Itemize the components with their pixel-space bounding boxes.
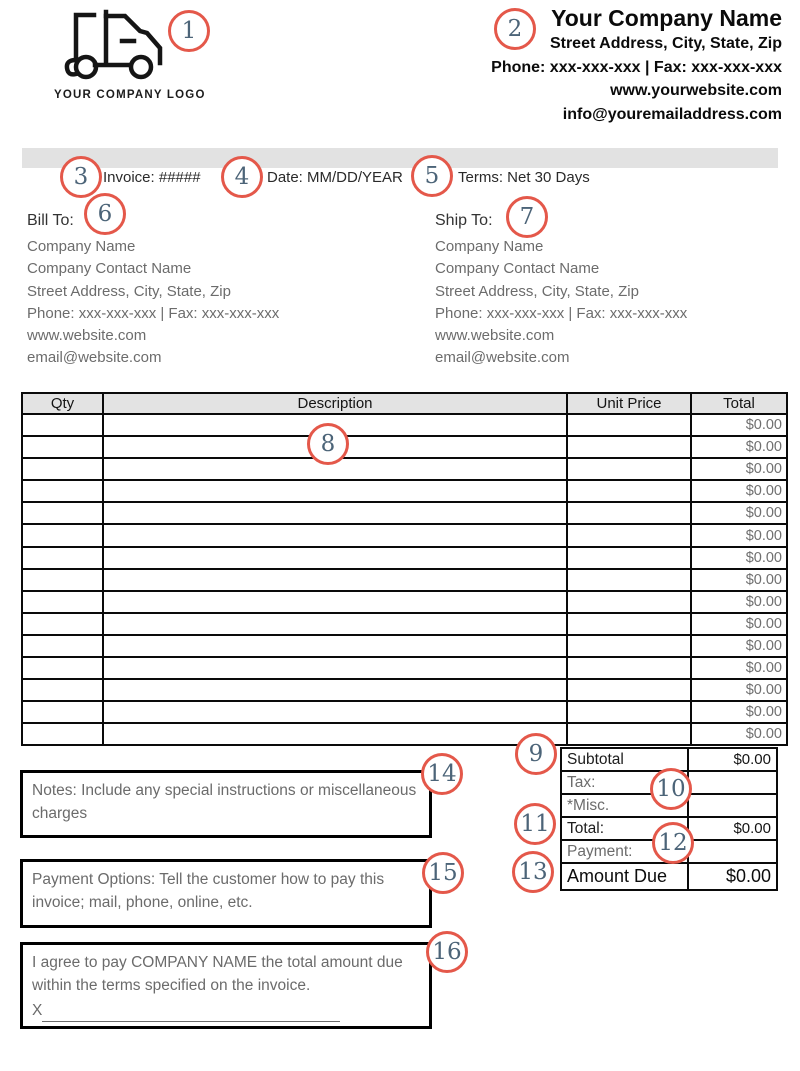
- item-cell: [567, 414, 691, 436]
- item-cell: [103, 591, 567, 613]
- item-cell: [22, 635, 103, 657]
- item-total-cell: $0.00: [691, 591, 787, 613]
- signature-line: [42, 1007, 340, 1022]
- callout-circle-3: 3: [60, 156, 102, 198]
- item-cell: [22, 613, 103, 635]
- item-total-cell: $0.00: [691, 458, 787, 480]
- agreement-box: [20, 942, 432, 1029]
- address-line: Street Address, City, State, Zip: [435, 282, 639, 300]
- ship-to-block: [435, 236, 687, 370]
- signature-row: [32, 999, 420, 1022]
- description-column-header: Description: [103, 393, 567, 414]
- agreement-text: I agree to pay COMPANY NAME the total amount due within the terms specified on the invoice.: [32, 954, 403, 994]
- item-row: [22, 701, 787, 723]
- item-total-cell: $0.00: [691, 480, 787, 502]
- item-row: [22, 569, 787, 591]
- address-line: Street Address, City, State, Zip: [27, 282, 231, 300]
- item-total-cell: $0.00: [691, 436, 787, 458]
- item-cell: [567, 569, 691, 591]
- address-line: Company Contact Name: [435, 260, 600, 278]
- item-total-cell: $0.00: [691, 679, 787, 701]
- item-total-cell: $0.00: [691, 547, 787, 569]
- item-total-cell: $0.00: [691, 502, 787, 524]
- item-cell: [22, 414, 103, 436]
- item-cell: [567, 701, 691, 723]
- company-logo: [64, 8, 176, 88]
- item-row: [22, 436, 787, 458]
- summary-value: [689, 841, 776, 862]
- callout-circle-5: 5: [411, 155, 453, 197]
- callout-circle-14: 14: [421, 753, 463, 795]
- item-cell: [103, 613, 567, 635]
- item-cell: [103, 723, 567, 745]
- item-cell: [103, 701, 567, 723]
- item-cell: [567, 591, 691, 613]
- invoice-date: Date: MM/DD/YEAR: [267, 169, 403, 186]
- summary-value: [689, 772, 776, 793]
- item-row: [22, 591, 787, 613]
- item-row: [22, 414, 787, 436]
- company-phone-fax: Phone: xxx-xxx-xxx | Fax: xxx-xxx-xxx: [491, 58, 782, 76]
- summary-label: *Misc.: [562, 795, 689, 816]
- item-cell: [567, 458, 691, 480]
- address-line: Company Contact Name: [27, 260, 192, 278]
- item-row: [22, 524, 787, 546]
- callout-circle-4: 4: [221, 156, 263, 198]
- item-cell: [103, 480, 567, 502]
- items-table-body: [22, 414, 787, 745]
- company-name: Your Company Name: [551, 5, 782, 31]
- item-cell: [567, 480, 691, 502]
- item-cell: [103, 657, 567, 679]
- invoice-terms: Terms: Net 30 Days: [458, 169, 590, 186]
- callout-circle-9: 9: [515, 733, 557, 775]
- item-row: [22, 480, 787, 502]
- item-row: [22, 679, 787, 701]
- item-cell: [103, 635, 567, 657]
- item-cell: [567, 613, 691, 635]
- truck-icon: [64, 8, 176, 88]
- callout-circle-6: 6: [84, 193, 126, 235]
- item-row: [22, 458, 787, 480]
- logo-caption: YOUR COMPANY LOGO: [54, 89, 206, 101]
- item-cell: [22, 569, 103, 591]
- address-line: Phone: xxx-xxx-xxx | Fax: xxx-xxx-xxx: [435, 304, 688, 322]
- item-cell: [103, 524, 567, 546]
- item-cell: [567, 723, 691, 745]
- company-address: Street Address, City, State, Zip: [549, 35, 782, 52]
- item-row: [22, 657, 787, 679]
- item-cell: [567, 524, 691, 546]
- callout-circle-10: 10: [650, 768, 692, 810]
- notes-box: [20, 770, 432, 838]
- divider-bar: [22, 148, 778, 168]
- summary-value: $0.00: [733, 751, 771, 768]
- bill-to-label: Bill To:: [27, 212, 74, 229]
- signature-prefix: X: [32, 1002, 43, 1019]
- bill-to-block: [27, 236, 279, 370]
- item-cell: [22, 701, 103, 723]
- callout-circle-15: 15: [422, 852, 464, 894]
- item-total-cell: $0.00: [691, 635, 787, 657]
- item-cell: [22, 458, 103, 480]
- item-total-cell: $0.00: [691, 613, 787, 635]
- item-cell: [567, 547, 691, 569]
- item-total-cell: $0.00: [691, 569, 787, 591]
- item-total-cell: $0.00: [691, 723, 787, 745]
- items-header-row: [22, 393, 787, 414]
- address-line: Company Name: [27, 238, 136, 255]
- item-cell: [22, 480, 103, 502]
- payment-options-box: [20, 859, 432, 928]
- callout-circle-2: 2: [494, 8, 536, 50]
- item-cell: [22, 679, 103, 701]
- unit-price-column-header: Unit Price: [567, 393, 691, 414]
- item-cell: [567, 635, 691, 657]
- address-line: www.website.com: [27, 327, 147, 345]
- summary-label: Amount Due: [562, 864, 689, 889]
- item-total-cell: $0.00: [691, 414, 787, 436]
- item-total-cell: $0.00: [691, 524, 787, 546]
- callout-circle-13: 13: [512, 851, 554, 893]
- item-row: [22, 613, 787, 635]
- callout-circle-12: 12: [652, 822, 694, 864]
- summary-label: Tax:: [562, 772, 689, 793]
- item-cell: [567, 679, 691, 701]
- item-cell: [103, 502, 567, 524]
- callout-circle-7: 7: [506, 196, 548, 238]
- summary-row: [562, 864, 776, 889]
- item-cell: [22, 591, 103, 613]
- item-cell: [567, 657, 691, 679]
- callout-circle-11: 11: [514, 803, 556, 845]
- item-row: [22, 547, 787, 569]
- item-cell: [22, 502, 103, 524]
- company-email: info@youremailaddress.com: [562, 105, 782, 123]
- summary-label: Total:: [562, 818, 689, 839]
- item-cell: [103, 569, 567, 591]
- callout-circle-16: 16: [426, 931, 468, 973]
- item-cell: [103, 547, 567, 569]
- item-cell: [22, 657, 103, 679]
- summary-value: $0.00: [725, 866, 771, 886]
- summary-value: [689, 795, 776, 816]
- qty-column-header: Qty: [22, 393, 103, 414]
- item-cell: [22, 547, 103, 569]
- address-line: email@website.com: [27, 349, 162, 367]
- item-row: [22, 502, 787, 524]
- line-items-table: [21, 392, 788, 746]
- item-row: [22, 723, 787, 745]
- payment-options-text: Payment Options: Tell the customer how to pay this invoice; mail, phone, online, etc.: [32, 871, 385, 911]
- summary-value: $0.00: [733, 820, 771, 837]
- summary-label: Subtotal: [562, 749, 689, 770]
- notes-text: Notes: Include any special instructions or miscellaneous charges: [32, 782, 417, 822]
- item-cell: [103, 679, 567, 701]
- callout-circle-8: 8: [307, 423, 349, 465]
- address-line: email@website.com: [435, 349, 570, 367]
- invoice-number: Invoice: #####: [103, 169, 201, 186]
- item-cell: [567, 502, 691, 524]
- item-row: [22, 635, 787, 657]
- item-total-cell: $0.00: [691, 657, 787, 679]
- ship-to-label: Ship To:: [435, 212, 493, 229]
- item-cell: [22, 436, 103, 458]
- address-line: Company Name: [435, 238, 544, 255]
- item-cell: [22, 524, 103, 546]
- callout-circle-1: 1: [168, 10, 210, 52]
- item-cell: [22, 723, 103, 745]
- total-column-header: Total: [691, 393, 787, 414]
- address-line: www.website.com: [435, 327, 555, 345]
- company-website: www.yourwebsite.com: [610, 82, 782, 99]
- item-cell: [567, 436, 691, 458]
- item-total-cell: $0.00: [691, 701, 787, 723]
- summary-label: Payment:: [562, 841, 689, 862]
- address-line: Phone: xxx-xxx-xxx | Fax: xxx-xxx-xxx: [27, 304, 280, 322]
